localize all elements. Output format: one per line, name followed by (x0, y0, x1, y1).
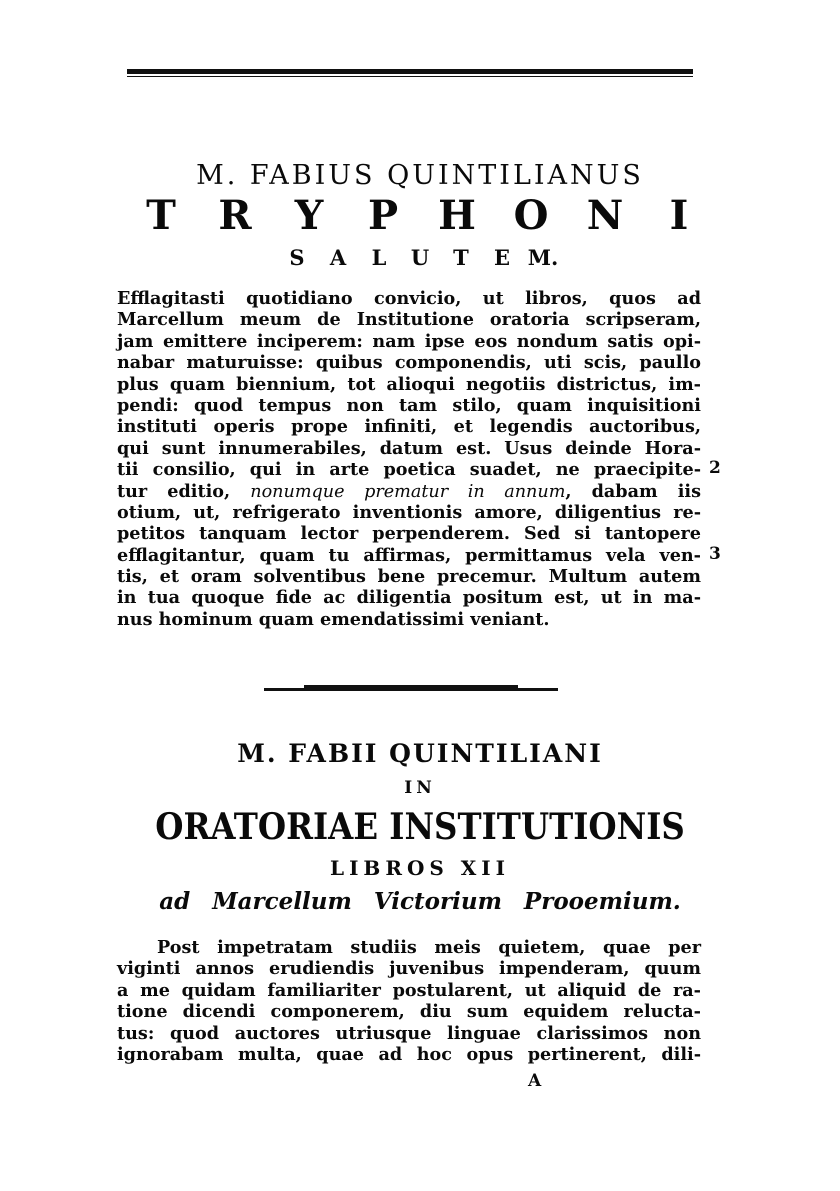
letter-line: efflagitantur, quam tu affirmas, permittamus vela ven- (117, 544, 701, 566)
recipient-letter: N (586, 192, 624, 239)
work-in-heading: IN (404, 778, 436, 798)
recipient-heading (0, 192, 840, 239)
recipient-letter: O (513, 192, 549, 239)
work-title: ORATORIAE INSTITUTIONIS (155, 806, 685, 848)
section-rule (264, 688, 558, 691)
margin-number: 2 (709, 458, 721, 478)
salutation-letter: A (329, 245, 347, 270)
letter-line: qui sunt innumerabiles, datum est. Usus deinde Hora- (117, 437, 701, 459)
recipient-letter: R (218, 192, 252, 239)
salutation-letter: U (410, 245, 430, 270)
italic-quote: nonumque prematur in annum (250, 481, 566, 502)
letter-line: nabar maturuisse: quibus componendis, uti scis, paullo (117, 352, 701, 374)
text-line: tus: quod auctores utriusque linguae clarissimos non (117, 1022, 701, 1044)
letter-line: tii consilio, qui in arte poetica suadet, ne praecipite- (117, 459, 701, 481)
preface-letter (117, 288, 701, 630)
signature-mark: A (528, 1071, 542, 1091)
letter-line-italic: tur editio, nonumque prematur in annum, dabam iis (117, 480, 701, 502)
text-line: Post impetratam studiis meis quietem, quae per (157, 937, 701, 958)
work-author-heading: M. FABII QUINTILIANI (237, 739, 603, 768)
recipient-letter: I (669, 192, 689, 239)
work-subtitle: ad Marcellum Victorium Prooemium. (159, 888, 681, 915)
salutation-letter: S (289, 245, 305, 270)
recipient-letter: Y (294, 192, 324, 239)
margin-number: 3 (709, 544, 721, 564)
letter-line: nus hominum quam emendatissimi veniant. (117, 608, 550, 630)
text-line: tione dicendi componerem, diu sum equidem relucta- (117, 1001, 701, 1023)
text-line: a me quidam familiariter postularent, ut aliquid de ra- (117, 979, 701, 1001)
recipient-letter: T (146, 192, 176, 239)
letter-line: petitos tanquam lector perpenderem. Sed si tantopere (117, 523, 701, 545)
recipient-letter: H (438, 192, 476, 239)
author-heading: M. FABIUS QUINTILIANUS (196, 160, 644, 191)
recipient-letter: P (367, 192, 399, 239)
text-line: ignorabam multa, quae ad hoc opus pertinerent, dili- (117, 1043, 701, 1065)
work-books-heading: LIBROS XII (330, 856, 510, 880)
letter-line: Marcellum meum de Institutione oratoria scripseram, (117, 309, 701, 331)
letter-line: tis, et oram solventibus bene precemur. Multum autem (117, 566, 701, 588)
letter-line: pendi: quod tempus non tam stilo, quam inquisitioni (117, 394, 701, 416)
salutation-heading (0, 245, 840, 270)
letter-line: otium, ut, refrigerato inventionis amore, diligentius re- (117, 501, 701, 523)
text-line: viginti annos erudiendis juvenibus impenderam, quum (117, 958, 701, 980)
salutation-letter: E (493, 245, 510, 270)
top-rule (127, 69, 693, 74)
salutation-letter: L (371, 245, 387, 270)
letter-line: instituti operis prope infiniti, et legendis auctoribus, (117, 416, 701, 438)
letter-line: in tua quoque fide ac diligentia positum est, ut in ma- (117, 587, 701, 609)
letter-line: plus quam biennium, tot alioqui negotiis districtus, im- (117, 373, 701, 395)
prooemium-text (117, 937, 701, 1065)
salutation-letter: M. (527, 245, 559, 270)
letter-line: Efflagitasti quotidiano convicio, ut libros, quos ad (117, 288, 701, 309)
letter-line: jam emittere inciperem: nam ipse eos nondum satis opi- (117, 330, 701, 352)
salutation-letter: T (453, 245, 469, 270)
